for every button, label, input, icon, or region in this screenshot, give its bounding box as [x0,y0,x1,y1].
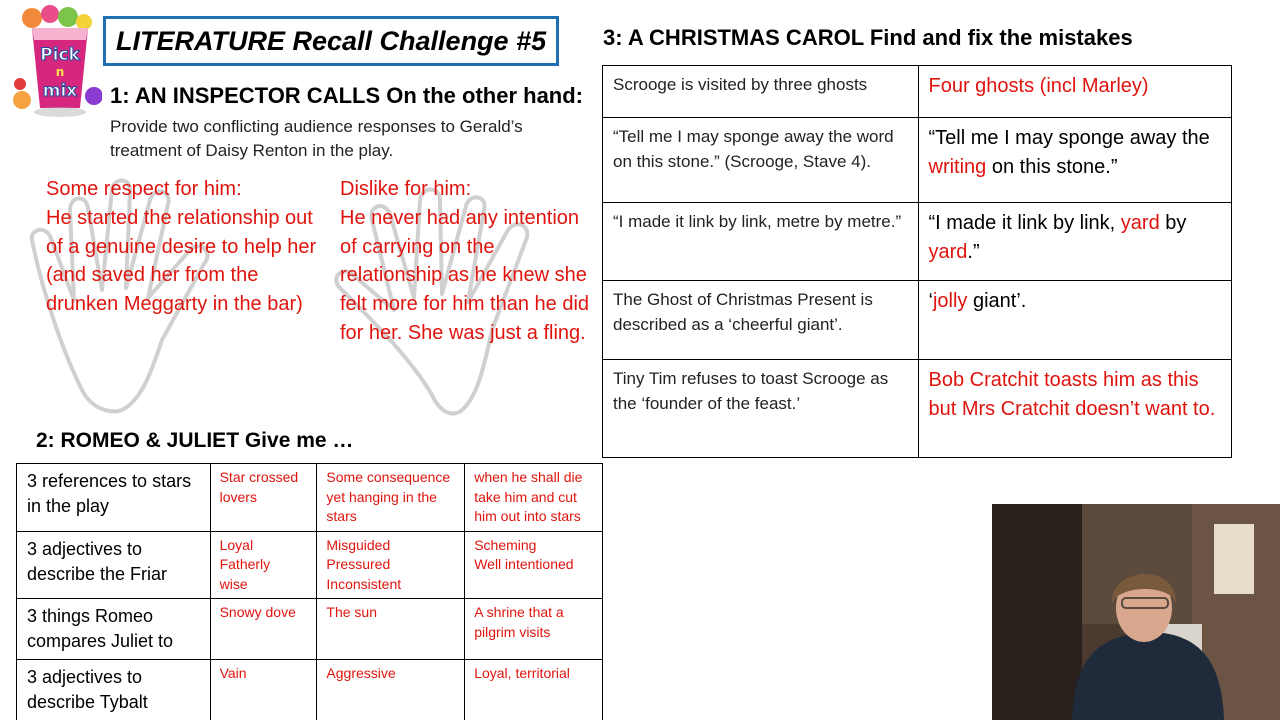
fix-cell [918,203,1232,281]
svg-text:Pick: Pick [40,45,80,65]
question-cell: 3 adjectives to describe Tybalt [17,660,211,720]
answer-cell: Scheming Well intentioned [465,531,603,599]
page-title: LITERATURE Recall Challenge #5 [116,25,547,56]
answer-cell: A shrine that a pilgrim visits [465,599,603,660]
svg-text:mix: mix [42,81,78,101]
table-row [17,531,603,599]
table-row [603,360,1232,458]
section2-heading: 2: ROMEO & JULIET Give me … [36,429,354,452]
christmas-carol-table [602,65,1232,458]
answer-cell: Star crossed lovers [210,464,317,532]
fix-cell [918,281,1232,360]
table-row [603,203,1232,281]
answer-cell: The sun [317,599,465,660]
answer-cell: Misguided Pressured Inconsistent [317,531,465,599]
fix-text: “I made it link by link, [928,212,1121,234]
mistake-cell: Scrooge is visited by three ghosts [603,66,919,118]
fix-cell [918,66,1232,118]
negative-response-text: Dislike for him: He never had any intention of carrying on the relationship as he knew she felt more for him than he did for her. She was just a fling. [340,178,590,344]
fix-text: .” [967,241,980,263]
table-row [17,464,603,532]
table-row [603,281,1232,360]
table-row [17,660,603,720]
section1-heading: 1: AN INSPECTOR CALLS On the other hand: [110,83,584,108]
section3-heading: 3: A CHRISTMAS CAROL Find and fix the mistakes [603,25,1133,50]
webcam-video [992,504,1280,720]
answer-cell: Some consequence yet hanging in the stars [317,464,465,532]
fix-text: by [1159,212,1187,234]
answer-cell: Loyal, territorial [465,660,603,720]
mistake-cell: The Ghost of Christmas Present is described as a ‘cheerful giant’. [603,281,919,360]
correction-text: yard [928,241,968,263]
fix-text: on this stone.” [986,156,1118,178]
fix-cell [918,360,1232,458]
correction-text: jolly [932,290,968,312]
fix-text: “Tell me I may sponge away the [928,127,1210,149]
correction-text: Four ghosts (incl Marley) [928,75,1149,97]
mistake-cell: “Tell me I may sponge away the word on this stone.” (Scrooge, Stave 4). [603,118,919,203]
table-row [603,66,1232,118]
pick-n-mix-logo [10,4,102,118]
answer-cell: Loyal Fatherly wise [210,531,317,599]
table-row [17,599,603,660]
correction-text: writing [928,156,987,178]
question-cell: 3 things Romeo compares Juliet to [17,599,211,660]
mistake-cell: “I made it link by link, metre by metre.” [603,203,919,281]
answer-cell: Vain [210,660,317,720]
answer-cell: when he shall die take him and cut him out into stars [465,464,603,532]
mistake-cell: Tiny Tim refuses to toast Scrooge as the ‘founder of the feast.’ [603,360,919,458]
romeo-juliet-table [16,463,603,720]
answer-cell: Aggressive [317,660,465,720]
fix-cell [918,118,1232,203]
question-cell: 3 adjectives to describe the Friar [17,531,211,599]
answer-cell: Snowy dove [210,599,317,660]
svg-text:n: n [55,65,65,79]
table-row [603,118,1232,203]
title-box [103,16,559,66]
correction-text: Bob Cratchit toasts him as this but Mrs Cratchit doesn’t want to. [928,369,1216,420]
question-cell: 3 references to stars in the play [17,464,211,532]
fix-text: ‘ [928,290,933,312]
fix-text: giant’. [967,290,1027,312]
section1-prompt: Provide two conflicting audience responses to Gerald’s treatment of Daisy Renton in the play. [110,117,523,160]
correction-text: yard [1120,212,1160,234]
positive-response-text: Some respect for him: He started the relationship out of a genuine desire to help her (and saved her from the drunken Meggarty in the bar) [46,178,317,316]
